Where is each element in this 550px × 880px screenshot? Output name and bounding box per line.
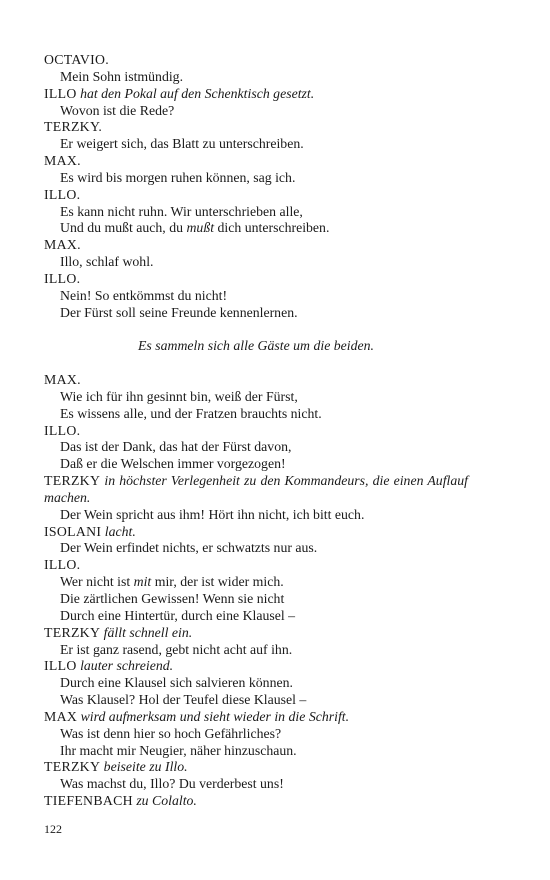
- speaker: TERZKY: [44, 759, 101, 775]
- speaker-line: [44, 86, 468, 103]
- verse-fragment: dich unterschreiben.: [217, 220, 330, 236]
- verse-line: Illo, schlaf wohl.: [60, 254, 154, 270]
- stage-direction: lacht.: [104, 523, 136, 539]
- speaker: ILLO.: [44, 557, 81, 573]
- speaker-line: [44, 625, 468, 642]
- verse-line: Er weigert sich, das Blatt zu unterschreiben.: [60, 136, 304, 152]
- speaker: TERZKY.: [44, 119, 103, 135]
- stage-direction: in höchster Verlegenheit zu den Kommandeurs, die einen Auflauf machen.: [44, 473, 468, 505]
- verse-line: Ihr macht mir Neugier, näher hinzuschaun.: [60, 742, 297, 758]
- drama-text: [44, 52, 468, 810]
- verse-line: Durch eine Hintertür, durch eine Klausel –: [60, 607, 296, 623]
- verse-line: Der Wein spricht aus ihm! Hört ihn nicht, ich bitt euch.: [60, 506, 365, 522]
- speaker: MAX.: [44, 153, 81, 169]
- verse-line: Das ist der Dank, das hat der Fürst davon,: [60, 439, 292, 455]
- verse-line: Die zärtlichen Gewissen! Wenn sie nicht: [60, 591, 285, 606]
- verse-line: [44, 574, 468, 591]
- verse-line: Es wird bis morgen ruhen können, sag ich.: [60, 169, 296, 185]
- blank-line: [44, 322, 468, 339]
- emphasis: mit: [133, 574, 152, 590]
- blank-line: [44, 355, 468, 372]
- verse-line: Der Wein erfindet nichts, er schwatzts nur aus.: [60, 540, 318, 556]
- verse-line: Durch eine Klausel sich salvieren können.: [60, 675, 293, 691]
- speaker: TERZKY: [44, 473, 101, 489]
- emphasis: mußt: [186, 220, 215, 236]
- stage-direction: fällt schnell ein.: [103, 624, 193, 640]
- speaker: MAX: [44, 708, 78, 724]
- verse-fragment: mir, der ist wider mich.: [154, 574, 284, 590]
- verse-fragment: Und du mußt auch, du: [60, 220, 184, 236]
- speaker-line: [44, 524, 468, 541]
- verse-line: Es wissens alle, und der Fratzen brauchts nicht.: [60, 405, 322, 421]
- speaker: OCTAVIO.: [44, 52, 110, 67]
- stage-direction-centered: Es sammeln sich alle Gäste um die beiden.: [137, 338, 375, 354]
- stage-direction: lauter schreiend.: [80, 658, 174, 674]
- verse-line: Mein Sohn istmündig.: [60, 68, 184, 84]
- verse-line: Wie ich für ihn gesinnt bin, weiß der Fürst,: [60, 388, 298, 404]
- speaker: ILLO: [44, 85, 77, 101]
- page-number: 122: [44, 822, 62, 836]
- speaker: MAX.: [44, 237, 81, 253]
- speaker-line: [44, 658, 468, 675]
- verse-line: [44, 220, 468, 237]
- verse-line: Es kann nicht ruhn. Wir unterschrieben alle,: [60, 203, 303, 219]
- speaker: ILLO: [44, 658, 77, 674]
- speaker-line: [44, 793, 468, 810]
- verse-line: Daß er die Welschen immer vorgezogen!: [60, 456, 286, 472]
- speaker: TERZKY: [44, 624, 101, 640]
- speaker: TIEFENBACH: [44, 793, 133, 809]
- verse-line: Er ist ganz rasend, gebt nicht acht auf ihn.: [60, 641, 293, 657]
- verse-line: Nein! So entkömmst du nicht!: [60, 287, 228, 303]
- verse-line: Was ist denn hier so hoch Gefährliches?: [60, 725, 282, 741]
- speaker: ILLO.: [44, 422, 81, 438]
- speaker-line: [44, 759, 468, 776]
- speaker-line: [44, 473, 468, 507]
- speaker: ILLO.: [44, 270, 81, 286]
- verse-line: Was Klausel? Hol der Teufel diese Klausel –: [60, 692, 307, 708]
- verse-line: Der Fürst soll seine Freunde kennenlernen.: [60, 304, 298, 320]
- speaker: ISOLANI: [44, 523, 102, 539]
- verse-line: Was machst du, Illo? Du verderbest uns!: [60, 776, 284, 792]
- stage-direction: beiseite zu Illo.: [103, 759, 188, 775]
- stage-direction: hat den Pokal auf den Schenktisch gesetzt.: [80, 85, 315, 101]
- speaker-line: [44, 709, 468, 726]
- verse-line: Wovon ist die Rede?: [60, 102, 175, 118]
- stage-direction: zu Colalto.: [136, 793, 197, 809]
- verse-fragment: Wer nicht ist: [60, 574, 131, 590]
- speaker: ILLO.: [44, 186, 81, 202]
- stage-direction: wird aufmerksam und sieht wieder in die Schrift.: [80, 708, 350, 724]
- speaker: MAX.: [44, 372, 81, 388]
